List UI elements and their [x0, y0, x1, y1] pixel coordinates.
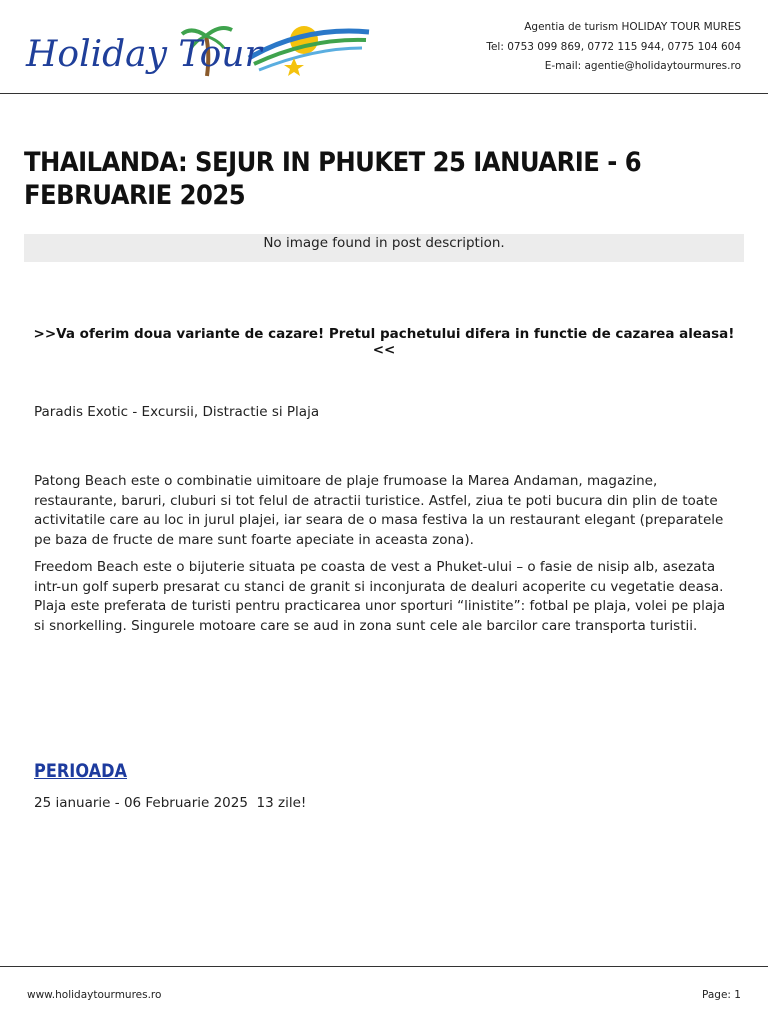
period-value: 25 ianuarie - 06 Februarie 2025 13 zile! [34, 795, 307, 811]
no-image-notice: No image found in post description. [24, 234, 744, 262]
page-footer [0, 966, 768, 1025]
agency-name: Agentia de turism HOLIDAY TOUR MURES [524, 21, 741, 33]
offer-subtitle: Paradis Exotic - Excursii, Distractie si Plaja [34, 404, 320, 420]
offer-banner: >>Va oferim doua variante de cazare! Pretul pachetului difera in functie de cazarea aleasa!<< [33, 326, 735, 358]
logo-text: Holiday Tour [26, 34, 262, 75]
holiday-tour-logo [24, 18, 374, 80]
paragraph-freedom: Freedom Beach este o bijuterie situata pe coasta de vest a Phuket-ului – o fasie de nisip alb, asezata intr-un golf superb presarat cu stanci de granit si inconjurata de dealuri acoperite cu vegetatie deasa. Plaja este preferata de turisti pentru practicarea unor sporturi “linistite”: fotbal pe plaja, volei pe plaja si snorkelling. Singurele motoare care se aud in zona sunt cele ale barcilor care transporta turistii. [34, 559, 726, 634]
email-address[interactable]: E-mail: agentie@holidaytourmures.ro [544, 60, 741, 72]
page-header [0, 0, 768, 94]
period-heading[interactable]: PERIOADA [34, 760, 128, 782]
footer-url[interactable]: www.holidaytourmures.ro [27, 989, 162, 1001]
paragraph-patong: Patong Beach este o combinatie uimitoare de plaje frumoase la Marea Andaman, magazine, restaurante, baruri, cluburi si tot felul de atractii turistice. Astfel, ziua te poti bucura din plin de toate activitatile care au loc in jurul plajei, iar seara de o masa festiva la un restaurant elegant (preparatele pe baza de fructe de mare sunt foarte apeciate in aceasta zona). [34, 473, 724, 548]
page-title: THAILANDA: SEJUR IN PHUKET 25 IANUARIE - 6 FEBRUARIE 2025 [24, 147, 642, 211]
logo-graphic [24, 18, 374, 80]
page-number: Page: 1 [702, 989, 741, 1001]
contact-block [486, 18, 741, 77]
phone-numbers: Tel: 0753 099 869, 0772 115 944, 0775 104 604 [486, 40, 741, 53]
